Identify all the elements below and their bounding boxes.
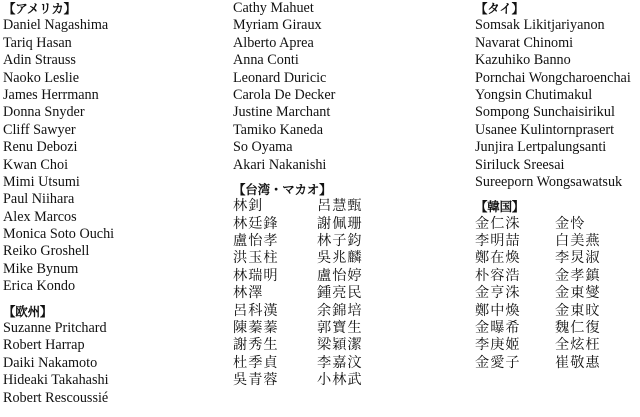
name-entry: 金東旼 — [555, 302, 601, 319]
column-left — [3, 0, 228, 407]
name-pair-row — [475, 216, 640, 233]
name-entry: Navarat Chinomi — [475, 34, 574, 51]
name-entry: 金愛子 — [475, 354, 521, 371]
name-entry: Sompong Sunchaisirikul — [475, 104, 615, 121]
name-entry: 謝佩珊 — [317, 215, 363, 232]
name-entry: 金怜 — [555, 215, 586, 232]
name-entry: 金孝鎮 — [555, 267, 601, 284]
name-entry: 鍾亮民 — [317, 285, 363, 302]
name-pair-row — [475, 268, 640, 285]
name-pair-row — [233, 355, 468, 372]
name-pair-row — [233, 303, 468, 320]
name-entry: 李庚姬 — [475, 337, 521, 354]
name-entry: 吳兆麟 — [317, 250, 363, 267]
name-entry: Alberto Aprea — [233, 34, 314, 51]
section-heading-korea: 【韓国】 — [475, 199, 525, 215]
section-heading-thailand: 【タイ】 — [475, 1, 524, 16]
name-entry: 金亨洙 — [475, 285, 521, 302]
name-pair-row — [233, 216, 468, 233]
name-entry: 梁穎潔 — [317, 337, 363, 354]
name-entry: 李炅淑 — [555, 250, 601, 267]
name-entry: 吳青蓉 — [233, 372, 279, 389]
taiwan-macau-name-list — [233, 198, 468, 389]
name-pair-row — [233, 198, 468, 215]
name-entry: Carola De Decker — [233, 86, 336, 103]
name-entry: 林瑞明 — [233, 267, 279, 284]
name-entry: Sureeporn Wongsawatsuk — [475, 173, 623, 190]
name-entry: Daniel Nagashima — [3, 17, 109, 34]
name-entry: Mike Bynum — [3, 260, 79, 277]
name-entry: Tariq Hasan — [3, 34, 72, 51]
name-entry: Donna Snyder — [3, 104, 85, 121]
name-entry: 鄭在煥 — [475, 250, 521, 267]
name-entry: Junjira Lertpalungsanti — [475, 139, 607, 156]
name-entry: 金仁洙 — [475, 215, 521, 232]
name-entry: 呂科漢 — [233, 302, 279, 319]
name-entry: Robert Rescoussié — [3, 389, 109, 406]
name-entry: Anna Conti — [233, 52, 299, 69]
name-entry: 盧怡婷 — [317, 267, 363, 284]
name-entry: 金曝希 — [475, 320, 521, 337]
name-entry: Kazuhiko Banno — [475, 52, 571, 69]
name-entry: 林廷鋒 — [233, 215, 279, 232]
name-entry: 杜季貞 — [233, 354, 279, 371]
column-right — [475, 0, 640, 372]
name-entry: 林釗 — [233, 198, 264, 215]
name-entry: 金東燮 — [555, 285, 601, 302]
name-entry: Akari Nakanishi — [233, 156, 327, 173]
name-entry: 李明喆 — [475, 233, 521, 250]
name-entry: 鄭中煥 — [475, 302, 521, 319]
name-entry: So Oyama — [233, 139, 293, 156]
name-pair-row — [475, 250, 640, 267]
name-entry: Myriam Giraux — [233, 17, 322, 34]
name-entry: 林子鈞 — [317, 233, 363, 250]
name-pair-row — [233, 337, 468, 354]
name-entry: Adin Strauss — [3, 52, 76, 69]
name-entry: 林澤 — [233, 285, 264, 302]
name-entry: Tamiko Kaneda — [233, 121, 324, 138]
name-entry: Leonard Duricic — [233, 69, 327, 86]
name-entry: 魏仁復 — [555, 320, 601, 337]
name-entry: 小林武 — [317, 372, 363, 389]
name-pair-row — [233, 320, 468, 337]
name-entry: Naoko Leslie — [3, 69, 80, 86]
name-entry: Suzanne Pritchard — [3, 320, 107, 337]
thailand-name-list — [475, 17, 640, 191]
name-pair-row — [233, 268, 468, 285]
name-entry: Renu Debozi — [3, 139, 78, 156]
name-entry: James Herrmann — [3, 86, 99, 103]
korea-name-list — [475, 216, 640, 373]
europe-continued-name-list — [233, 0, 468, 174]
section-heading-taiwan-macau: 【台湾・マカオ】 — [233, 181, 332, 197]
name-pair-row — [475, 285, 640, 302]
spacer — [475, 191, 640, 198]
name-entry: 呂慧甄 — [317, 198, 363, 215]
name-entry: Mimi Utsumi — [3, 173, 80, 190]
name-pair-row — [233, 285, 468, 302]
name-entry: Somsak Likitjariyanon — [475, 17, 605, 34]
name-entry: Siriluck Sreesai — [475, 156, 565, 173]
name-entry: Yongsin Chutimakul — [475, 86, 593, 103]
name-entry: Reiko Groshell — [3, 243, 90, 260]
name-pair-row — [475, 303, 640, 320]
europe-name-list — [3, 320, 228, 407]
name-entry: 盧怡孝 — [233, 233, 279, 250]
name-entry: 李嘉汶 — [317, 354, 363, 371]
name-entry: 崔敬惠 — [555, 354, 601, 371]
name-pair-row — [233, 233, 468, 250]
spacer — [3, 296, 228, 303]
name-entry: 洪玉柱 — [233, 250, 279, 267]
name-pair-row — [233, 372, 468, 389]
column-middle — [233, 0, 468, 390]
name-pair-row — [475, 320, 640, 337]
name-entry: Usanee Kulintornprasert — [475, 121, 615, 138]
name-entry: 朴容浩 — [475, 267, 521, 284]
name-pair-row — [475, 337, 640, 354]
name-entry: Alex Marcos — [3, 208, 77, 225]
spacer — [233, 174, 468, 181]
name-entry: Erica Kondo — [3, 278, 76, 295]
name-entry: Pornchai Wongcharoenchai — [475, 69, 631, 86]
section-heading-europe: 【欧州】 — [3, 303, 53, 319]
name-entry: Daiki Nakamoto — [3, 354, 98, 371]
name-entry: Monica Soto Ouchi — [3, 226, 115, 243]
name-entry: 陳蓁蓁 — [233, 320, 279, 337]
america-name-list — [3, 17, 228, 295]
name-pair-row — [475, 355, 640, 372]
name-entry: 白美燕 — [555, 233, 601, 250]
name-entry: Hideaki Takahashi — [3, 372, 109, 389]
name-entry: 郭寶生 — [317, 320, 363, 337]
name-entry: 全炫枉 — [555, 337, 601, 354]
name-entry: Cathy Mahuet — [233, 0, 314, 16]
name-pair-row — [233, 250, 468, 267]
name-entry: Kwan Choi — [3, 156, 69, 173]
section-heading-america: 【アメリカ】 — [3, 1, 76, 16]
name-entry: 余錦培 — [317, 302, 363, 319]
name-entry: 謝秀生 — [233, 337, 279, 354]
name-entry: Robert Harrap — [3, 337, 85, 354]
name-entry: Paul Niihara — [3, 191, 75, 208]
name-entry: Cliff Sawyer — [3, 121, 76, 138]
name-entry: Justine Marchant — [233, 104, 331, 121]
name-pair-row — [475, 233, 640, 250]
